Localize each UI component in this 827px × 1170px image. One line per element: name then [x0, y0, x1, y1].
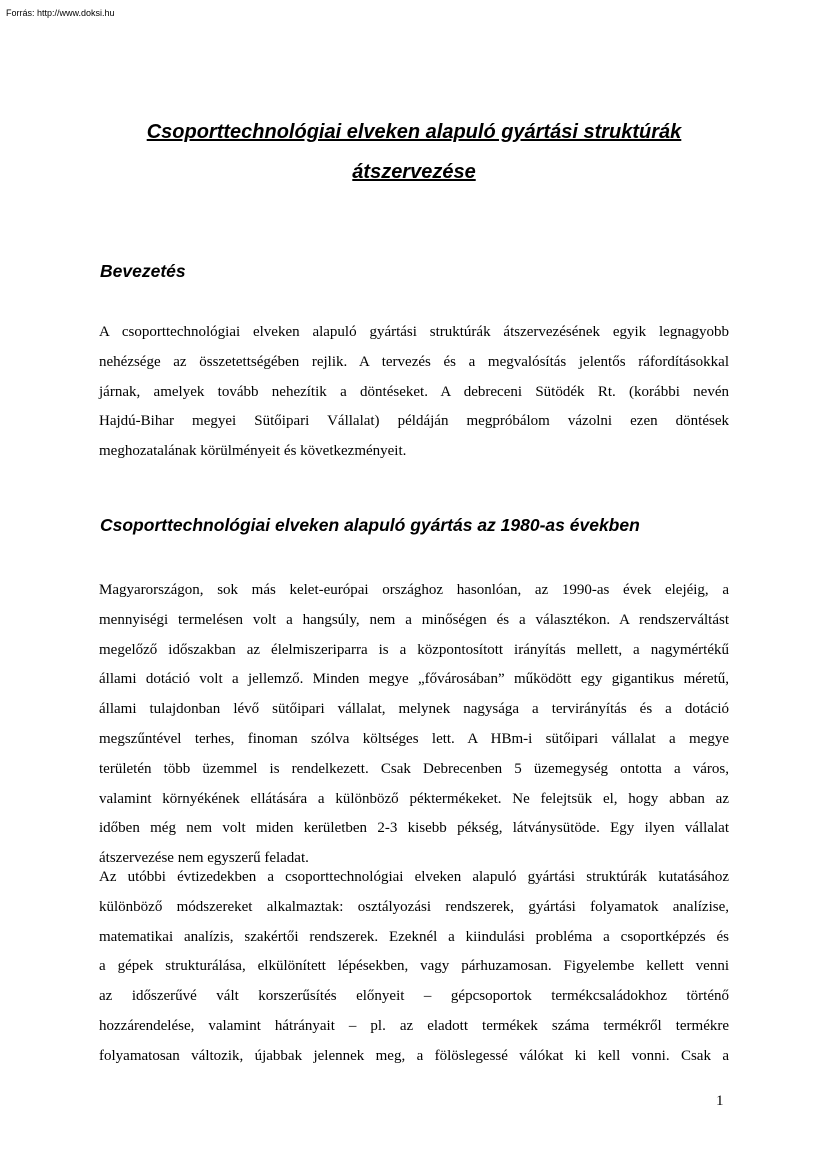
title-line-1: Csoporttechnológiai elveken alapuló gyártási struktúrák — [146, 121, 682, 143]
title-line-2: átszervezése — [352, 161, 476, 183]
text-line: hozzárendelése, valamint hátrányait – pl. az eladott termékek száma termékről termékre — [99, 1017, 729, 1034]
text-line: időben még nem volt miden kerületben 2-3 kisebb pékség, látványsütöde. Egy ilyen vállalat — [99, 820, 729, 837]
text-line: különböző módszereket alkalmaztak: osztályozási rendszerek, gyártási folyamatok analízise, — [99, 898, 729, 915]
text-line: területén több üzemmel is rendelkezett. Csak Debrecenben 5 üzemegység ontotta a város, — [99, 760, 729, 777]
paragraph-1980-second — [99, 863, 729, 1072]
text-line: valamint környékének ellátására a különböző péktermékeket. Ne felejtsük el, hogy abban az — [99, 790, 729, 807]
text-line: átszervezése nem egyszerű feladat. — [99, 850, 309, 867]
source-note: Forrás: http://www.doksi.hu — [6, 8, 115, 18]
section-heading-intro: Bevezetés — [100, 261, 186, 281]
text-line: megszűntével terhes, finoman szólva költséges lett. A HBm-i sütőipari vállalat a megye — [99, 730, 729, 747]
text-line: Az utóbbi évtizedekben a csoporttechnológiai elveken alapuló gyártási struktúrák kutatásához — [99, 869, 729, 885]
text-line: Magyarországon, sok más kelet-európai országhoz hasonlóan, az 1990-as évek elejéig, a — [99, 582, 729, 598]
text-line: állami tulajdonban lévő sütőipari vállalat, melynek nagysága a tervirányítás és a dotáció — [99, 701, 729, 718]
text-line: Hajdú-Bihar megyei Sütőipari Vállalat) példáján megpróbálom vázolni ezen döntések — [99, 413, 729, 430]
text-line: meghozatalának körülményeit és következményeit. — [99, 443, 407, 460]
text-line: folyamatosan változik, újabbak jelennek meg, a fölöslegessé válókat ki kell vonni. Csak a — [99, 1047, 729, 1064]
document-title — [100, 112, 728, 192]
paragraph-intro — [99, 318, 729, 467]
text-line: az időszerűvé vált korszerűsítés előnyeit – gépcsoportok termékcsaládokhoz történő — [99, 988, 729, 1005]
text-line: matematikai analízis, szakértői rendszerek. Ezeknél a kiindulási probléma a csoportképzés és — [99, 928, 729, 945]
text-line: állami dotáció volt a jellemző. Minden megye „fővárosában” működött egy gigantikus méretű, — [99, 671, 729, 688]
text-line: mennyiségi termelésen volt a hangsúly, nem a minőségen és a választékon. A rendszerváltást — [99, 611, 729, 628]
text-line: nehézsége az összetettségében rejlik. A tervezés és a megvalósítás jelentős ráfordításokkal — [99, 353, 729, 370]
section-heading-1980: Csoporttechnológiai elveken alapuló gyártás az 1980-as években — [100, 515, 640, 535]
text-line: megelőző időszakban az élelmiszeriparra is a központosított irányítás mellett, a nagymértékű — [99, 641, 729, 658]
text-line: járnak, amelyek tovább nehezítik a döntéseket. A debreceni Sütödék Rt. (korábbi nevén — [99, 383, 729, 400]
text-line: A csoporttechnológiai elveken alapuló gyártási struktúrák átszervezésének egyik legnagyobb — [99, 324, 729, 340]
page-number: 1 — [716, 1093, 724, 1109]
paragraph-1980-first — [99, 576, 729, 874]
text-line: a gépek strukturálása, elkülönített lépésekben, vagy párhuzamosan. Figyelembe kellett venni — [99, 958, 729, 975]
